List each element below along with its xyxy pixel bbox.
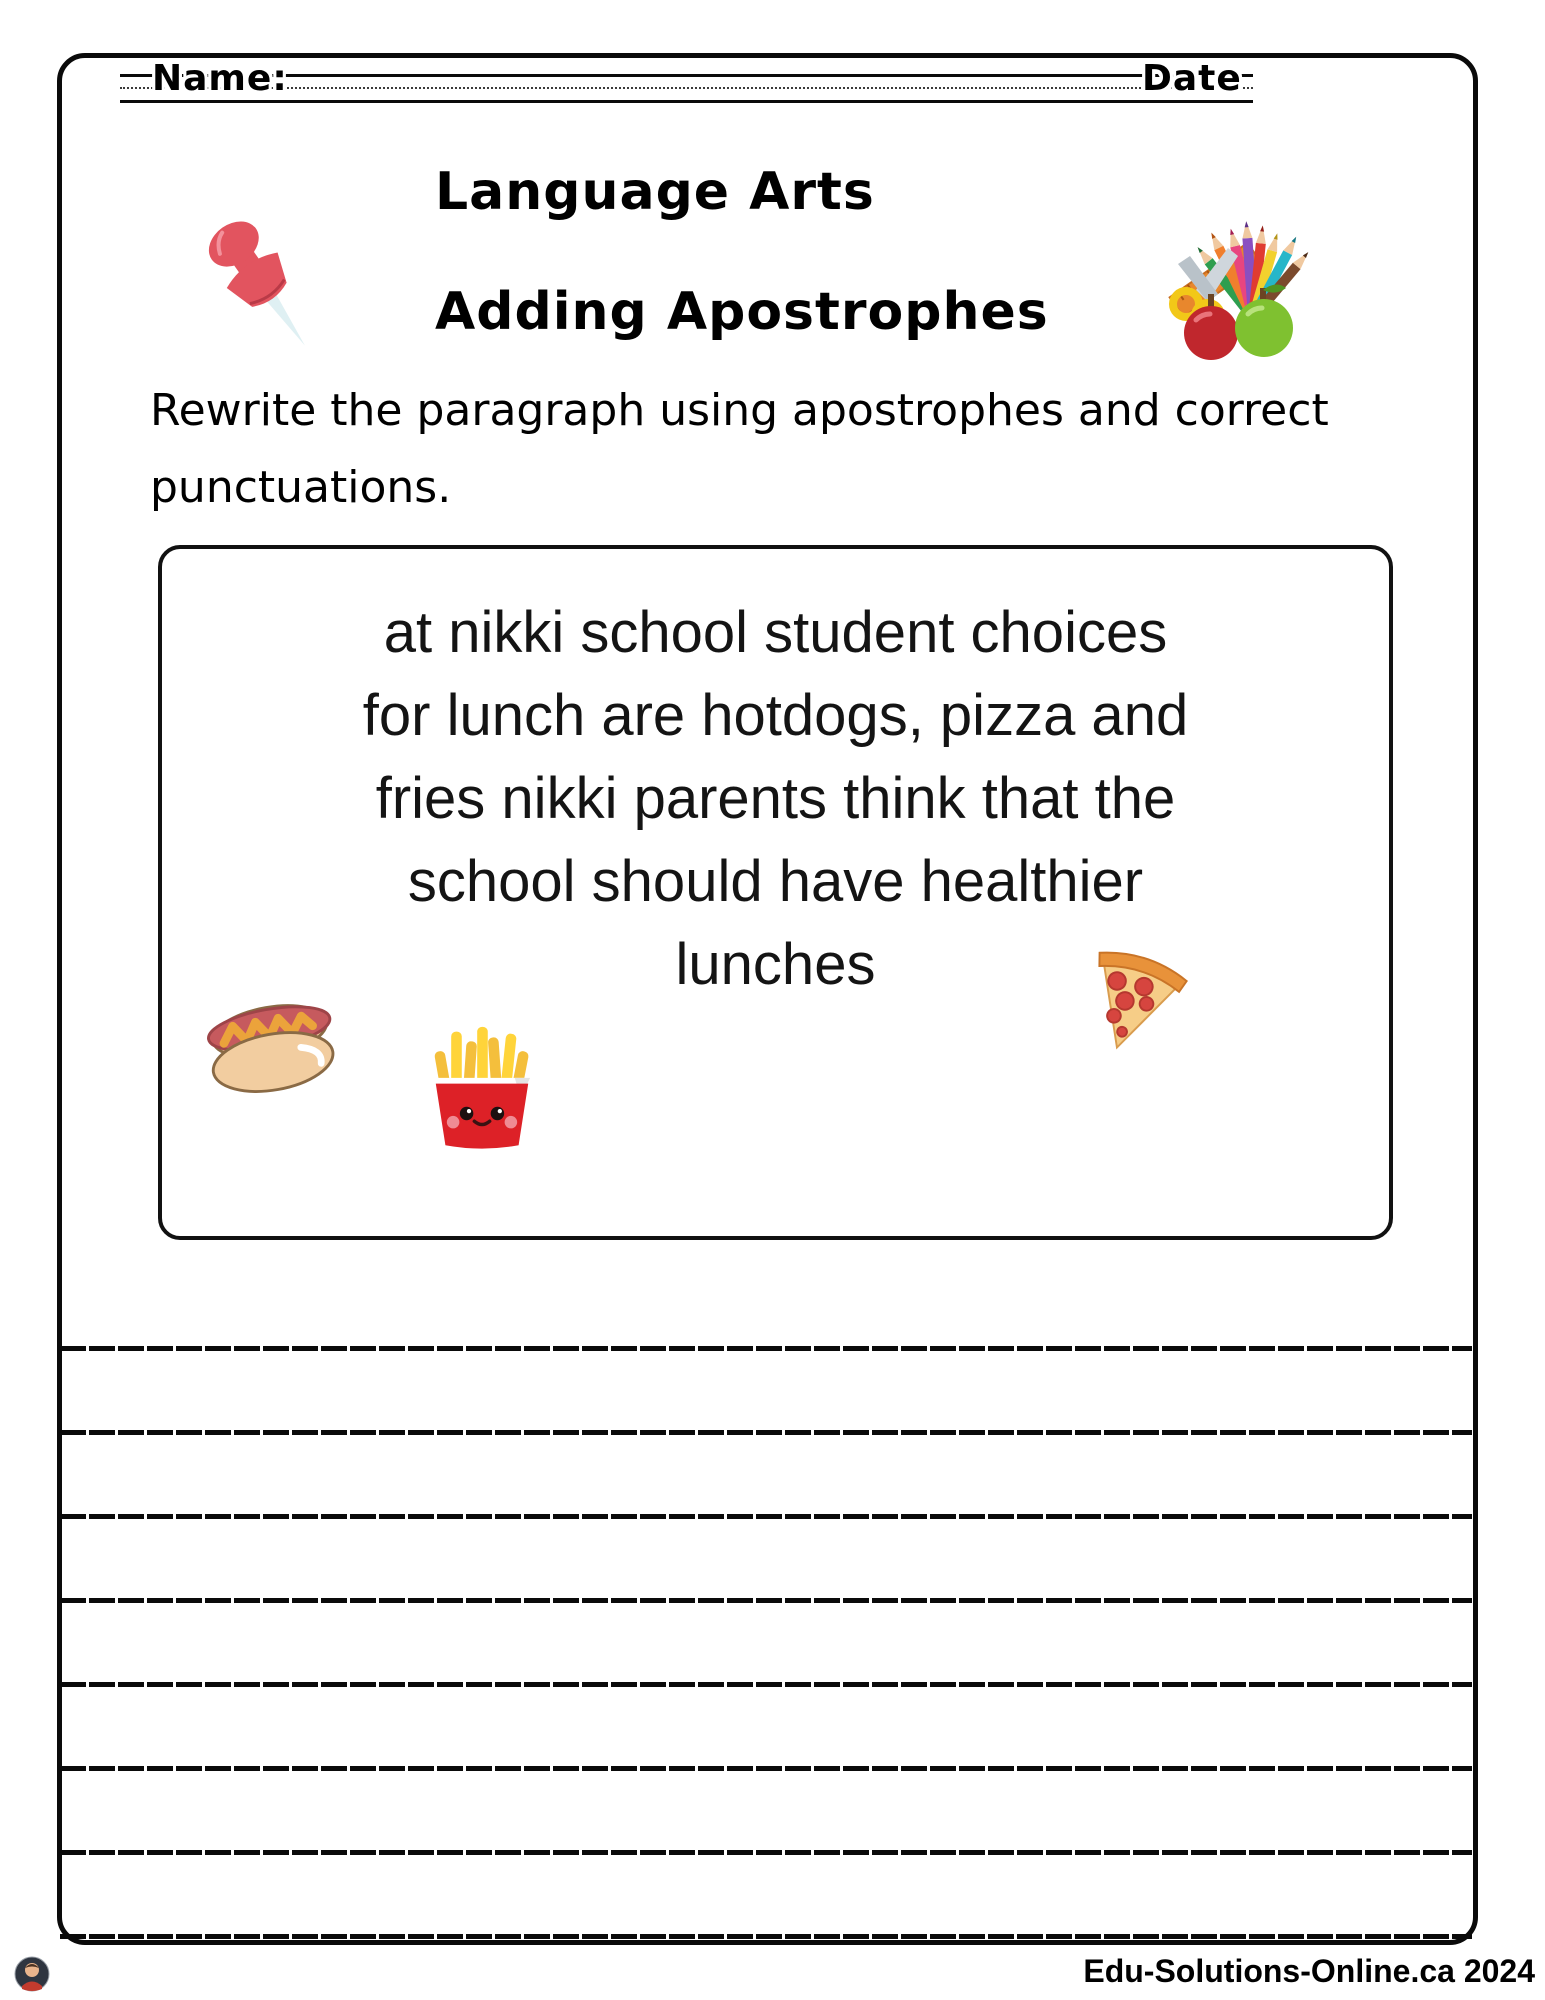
name-line-bottom-rule	[120, 100, 1253, 103]
hotdog-icon	[200, 985, 345, 1110]
paragraph-text	[162, 591, 1389, 1006]
paragraph-line: fries nikki parents think that the	[375, 766, 1176, 831]
pushpin-icon	[195, 205, 330, 365]
writing-line	[60, 1430, 1472, 1435]
writing-lines	[60, 1346, 1472, 2000]
writing-line	[60, 1514, 1472, 1519]
fries-icon	[423, 1022, 541, 1152]
writing-line	[60, 1766, 1472, 1771]
writing-line	[60, 1934, 1472, 1939]
avatar-icon	[14, 1956, 50, 1992]
paragraph-line: at nikki school student choices	[383, 600, 1168, 665]
instructions-line-2: punctuations.	[150, 462, 452, 513]
worksheet-title: Adding Apostrophes	[435, 282, 1049, 342]
pizza-icon	[1078, 938, 1190, 1060]
paragraph-line: school should have healthier	[407, 849, 1144, 914]
footer-credit: Edu-Solutions-Online.ca 2024	[1083, 1953, 1535, 1989]
name-label: Name:	[152, 58, 288, 99]
subject-heading: Language Arts	[435, 162, 875, 222]
instructions-line-1: Rewrite the paragraph using apostrophes and correct	[150, 385, 1329, 436]
writing-line	[60, 1682, 1472, 1687]
writing-line	[60, 1598, 1472, 1603]
paragraph-line: lunches	[675, 932, 876, 997]
school-supplies-icon	[1138, 218, 1338, 363]
writing-line	[60, 1850, 1472, 1855]
paragraph-box	[158, 545, 1393, 1240]
writing-line	[60, 1346, 1472, 1351]
name-line-dotted-midline	[120, 87, 1253, 89]
name-line-top-rule	[120, 74, 1253, 77]
paragraph-line: for lunch are hotdogs, pizza and	[362, 683, 1189, 748]
date-label: Date	[1142, 58, 1242, 99]
